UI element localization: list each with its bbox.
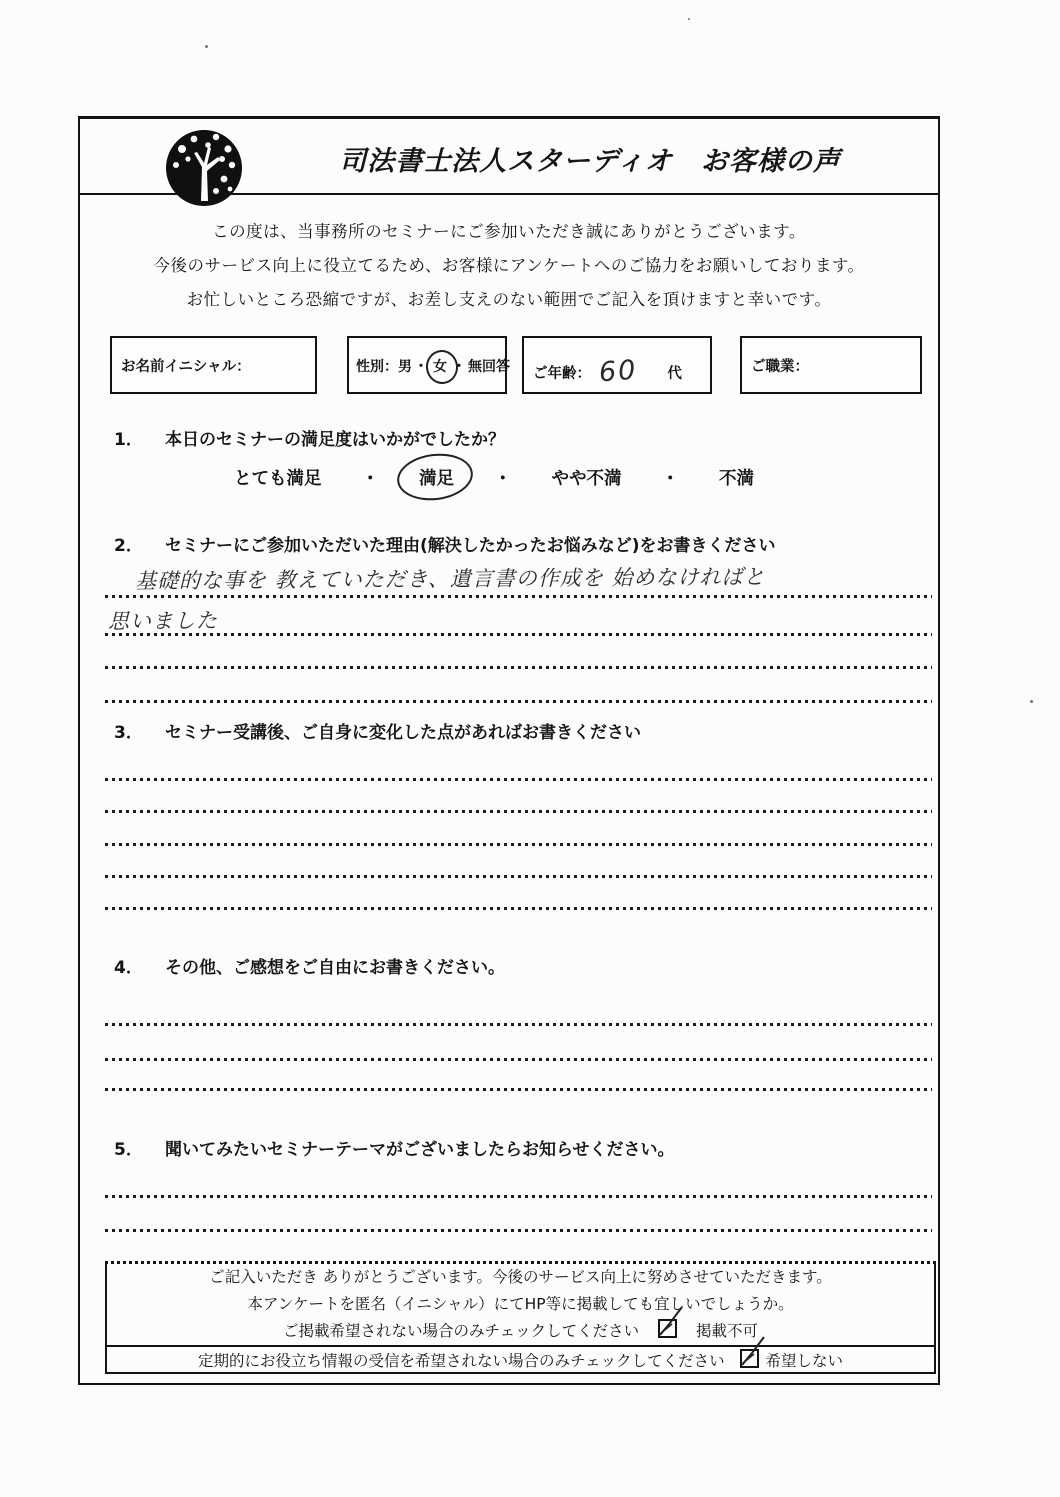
- age-handwritten-value: 60: [597, 354, 639, 389]
- option-satisfied[interactable]: 満足: [405, 465, 468, 490]
- scan-speck: [688, 18, 690, 20]
- name-initial-label: お名前イニシャル：: [121, 359, 251, 375]
- name-initial-field[interactable]: [110, 336, 317, 394]
- question-3-number: 3．: [114, 723, 143, 743]
- scan-speck: [1030, 700, 1033, 703]
- publish-optout-option: 掲載不可: [695, 1322, 758, 1340]
- newsletter-optout-checkbox[interactable]: [740, 1349, 759, 1368]
- age-suffix: 代: [667, 366, 682, 382]
- tree-logo-icon: [164, 127, 244, 209]
- age-field[interactable]: [522, 336, 712, 394]
- gender-field[interactable]: [347, 336, 510, 394]
- intro-line-3: お忙しいところ恐縮ですが、お差し支えのない範囲でご記入を頂けますと幸いです。: [186, 290, 832, 309]
- question-1-number: 1．: [114, 430, 143, 450]
- answer-line[interactable]: [105, 810, 932, 813]
- separator-dot: ・: [494, 469, 512, 489]
- separator-dot: ・: [414, 359, 428, 375]
- question-1-options: [220, 465, 768, 490]
- gender-option-no-answer[interactable]: 無回答: [468, 359, 510, 375]
- separator-dot: ・: [661, 469, 679, 489]
- answer-line[interactable]: [105, 1229, 932, 1232]
- age-label: ご年齢：: [533, 366, 591, 382]
- newsletter-optout-label: 定期的にお役立ち情報の受信を希望されない場合のみチェックしてください: [198, 1352, 725, 1370]
- footer-thanks-line: ご記入いただき ありがとうございます。今後のサービス向上に努めさせていただきます。: [209, 1268, 832, 1286]
- answer-line[interactable]: [105, 1023, 932, 1026]
- job-field[interactable]: [740, 336, 922, 394]
- answer-line[interactable]: [105, 907, 932, 910]
- publish-optout-checkbox[interactable]: [658, 1319, 677, 1338]
- footer-publish-question: 本アンケートを匿名（イニシャル）にてHP等に掲載しても宜しいでしょうか。: [247, 1295, 794, 1313]
- job-label: ご職業：: [751, 359, 809, 375]
- option-slightly-dissatisfied[interactable]: やや不満: [551, 469, 622, 489]
- intro-line-2: 今後のサービス向上に役立てるため、お客様にアンケートへのご協力をお願いしております。: [153, 256, 865, 275]
- question-2-number: 2．: [114, 536, 143, 556]
- question-2-answer-line-1: 基礎的な事を 教えていただき、遺言書の作成を 始めなければと: [134, 564, 766, 594]
- gender-option-female[interactable]: 女: [430, 356, 450, 376]
- question-3-text: セミナー受講後、ご自身に変化した点があればお書きください: [165, 723, 641, 743]
- question-4-text: その他、ご感想をご自由にお書きください。: [165, 958, 505, 978]
- answer-line[interactable]: [105, 700, 932, 703]
- scan-speck: [205, 45, 208, 48]
- page-title: 司法書士法人スターディオ お客様の声: [339, 146, 841, 177]
- option-very-satisfied[interactable]: とても満足: [234, 469, 322, 489]
- question-4-number: 4．: [114, 958, 143, 978]
- footer-box: [105, 1261, 936, 1374]
- handwritten-check-icon: [739, 1334, 769, 1368]
- answer-line[interactable]: [105, 875, 932, 878]
- answer-line[interactable]: [105, 666, 932, 669]
- answer-line[interactable]: [105, 633, 932, 636]
- question-5-text: 聞いてみたいセミナーテーマがございましたらお知らせください。: [165, 1140, 675, 1160]
- question-2-text: セミナーにご参加いただいた理由(解決したかったお悩みなど)をお書きください: [165, 536, 776, 556]
- survey-sheet: [78, 116, 940, 1385]
- intro-paragraph: [80, 215, 938, 317]
- footer-publish-row: [107, 1318, 934, 1345]
- answer-line[interactable]: [105, 1088, 932, 1091]
- question-5-number: 5．: [114, 1140, 143, 1160]
- question-2-answer-line-2: 思いました: [107, 608, 219, 634]
- question-1-text: 本日のセミナーの満足度はいかがでしたか？: [165, 430, 505, 450]
- option-dissatisfied[interactable]: 不満: [719, 469, 754, 489]
- newsletter-optout-option: 希望しない: [765, 1352, 843, 1370]
- footer-newsletter-row: [107, 1345, 934, 1375]
- gender-label: 性別：男: [356, 359, 412, 375]
- separator-dot: ・: [452, 359, 466, 375]
- answer-line[interactable]: [105, 595, 932, 598]
- answer-line[interactable]: [105, 778, 932, 781]
- intro-line-1: この度は、当事務所のセミナーにご参加いただき誠にありがとうございます。: [212, 222, 806, 241]
- answer-line[interactable]: [105, 1058, 932, 1061]
- handwritten-check-icon: [657, 1304, 687, 1338]
- answer-line[interactable]: [105, 843, 932, 846]
- separator-dot: ・: [361, 469, 379, 489]
- answer-line[interactable]: [105, 1195, 932, 1198]
- publish-optout-label: ご掲載希望されない場合のみチェックしてください: [283, 1322, 640, 1340]
